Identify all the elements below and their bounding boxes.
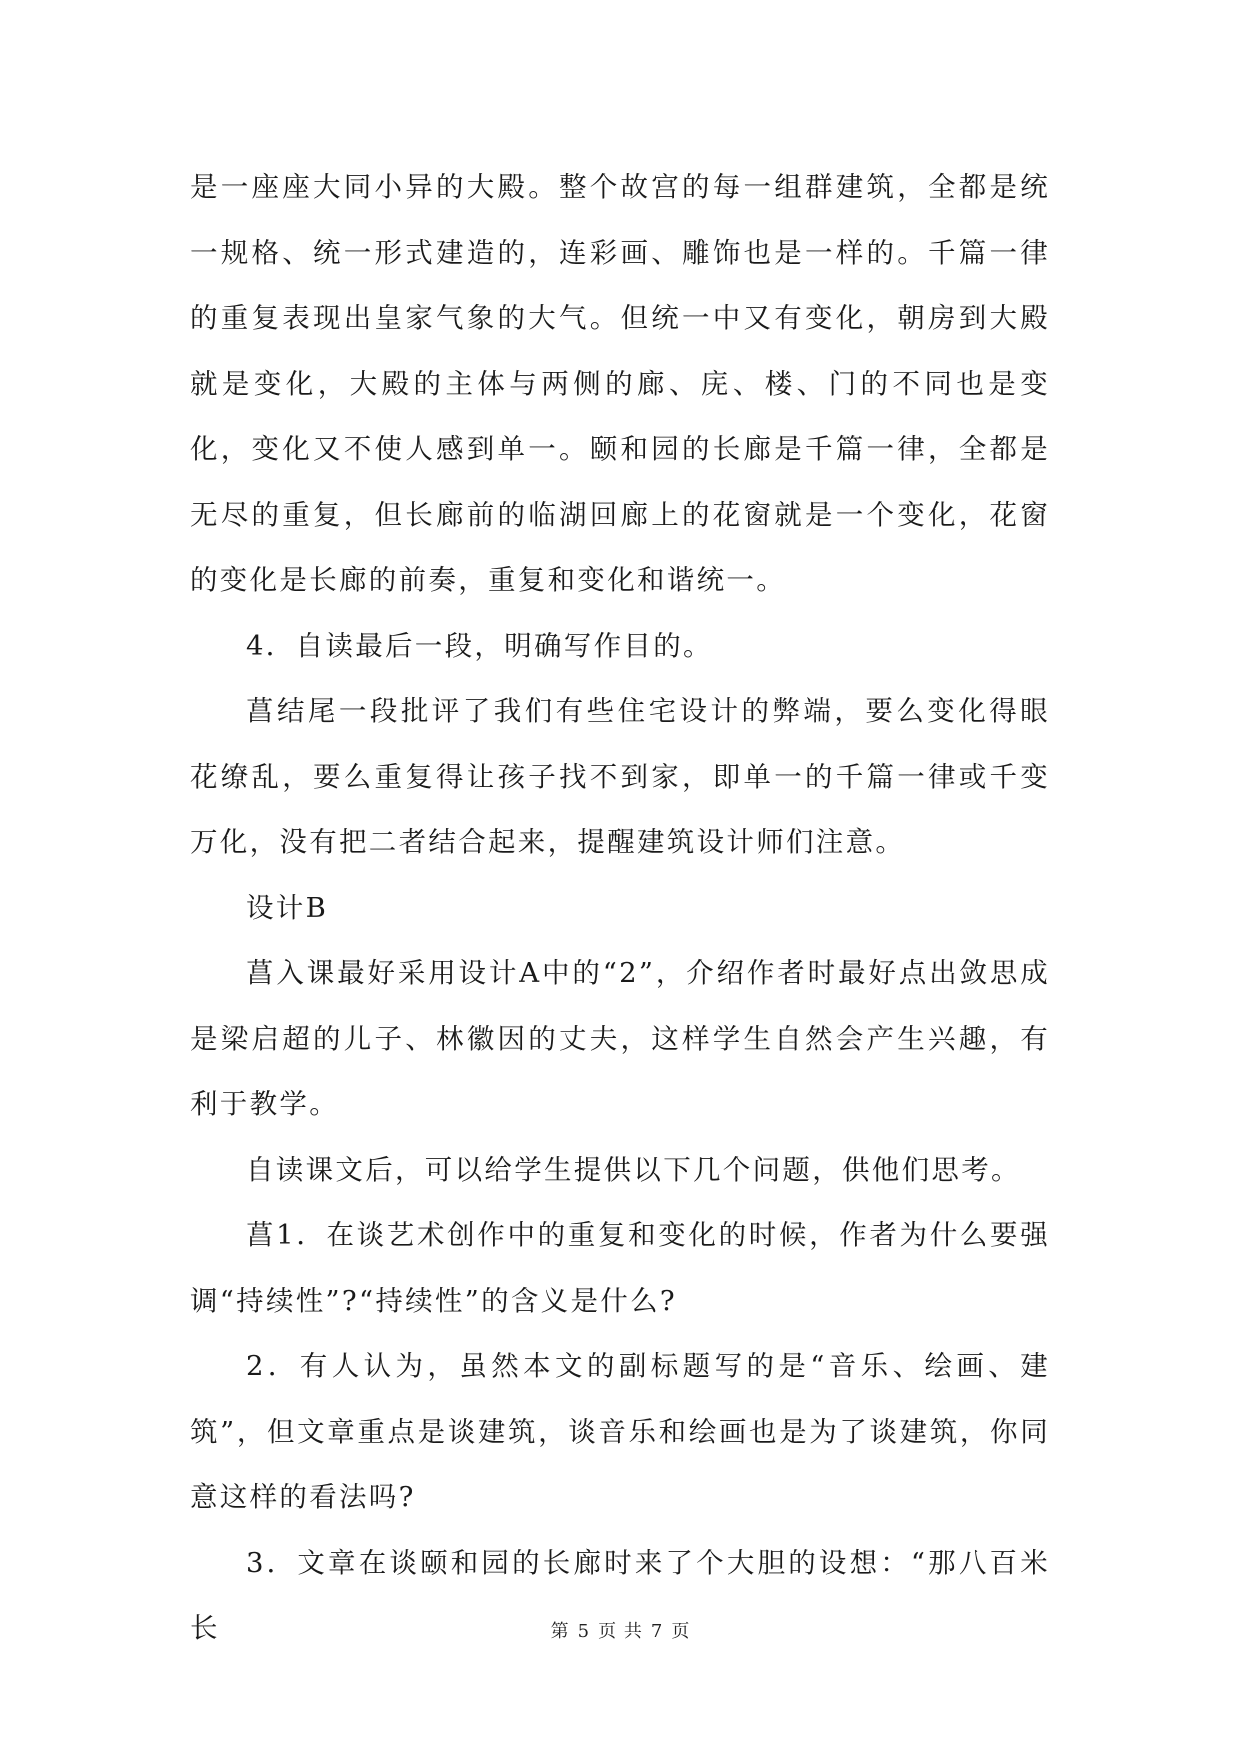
paragraph-continuation: 是一座座大同小异的大殿。整个故宫的每一组群建筑，全都是统一规格、统一形式建造的，连彩画、雕饰也是一样的。千篇一律的重复表现出皇家气象的大气。但统一中又有变化，朝房到大殿就是变化，大殿的主体与两侧的廊、庑、楼、门的不同也是变化，变化又不使人感到单一。颐和园的长廊是千篇一律，全都是无尽的重复，但长廊前的临湖回廊上的花窗就是一个变化，花窗的变化是长廊的前奏，重复和变化和谐统一。	[190, 171, 1050, 596]
question-3: 3．文章在谈颐和园的长廊时来了个大胆的设想：“那八百米长	[190, 1546, 1050, 1644]
footer-suffix: 页	[671, 1621, 691, 1642]
section-heading-design-b: 设计B	[246, 891, 329, 924]
paragraph-step-4: 4．自读最后一段，明确写作目的。	[246, 629, 713, 662]
question-2: 2．有人认为，虽然本文的副标题写的是“音乐、绘画、建筑”，但文章重点是谈建筑，谈音乐和绘画也是为了谈建筑，你同意这样的看法吗?	[190, 1350, 1050, 1513]
footer-current-page: 5	[577, 1621, 591, 1642]
page-footer	[0, 1617, 1241, 1643]
document-body	[190, 155, 1050, 1662]
footer-prefix: 第	[550, 1621, 570, 1642]
footer-middle: 页 共	[598, 1621, 643, 1642]
question-1: 菖1．在谈艺术创作中的重复和变化的时候，作者为什么要强调“持续性”?“持续性”的含义是什么?	[190, 1219, 1050, 1317]
footer-total-pages: 7	[650, 1621, 664, 1642]
paragraph-intro-lesson: 菖入课最好采用设计A中的“2”，介绍作者时最好点出敛思成是梁启超的儿子、林徽因的丈夫，这样学生自然会产生兴趣，有利于教学。	[190, 957, 1050, 1120]
paragraph-self-reading: 自读课文后，可以给学生提供以下几个问题，供他们思考。	[246, 1153, 1021, 1186]
paragraph-ending-critique: 菖结尾一段批评了我们有些住宅设计的弊端，要么变化得眼花缭乱，要么重复得让孩子找不到家，即单一的千篇一律或千变万化，没有把二者结合起来，提醒建筑设计师们注意。	[190, 695, 1050, 858]
